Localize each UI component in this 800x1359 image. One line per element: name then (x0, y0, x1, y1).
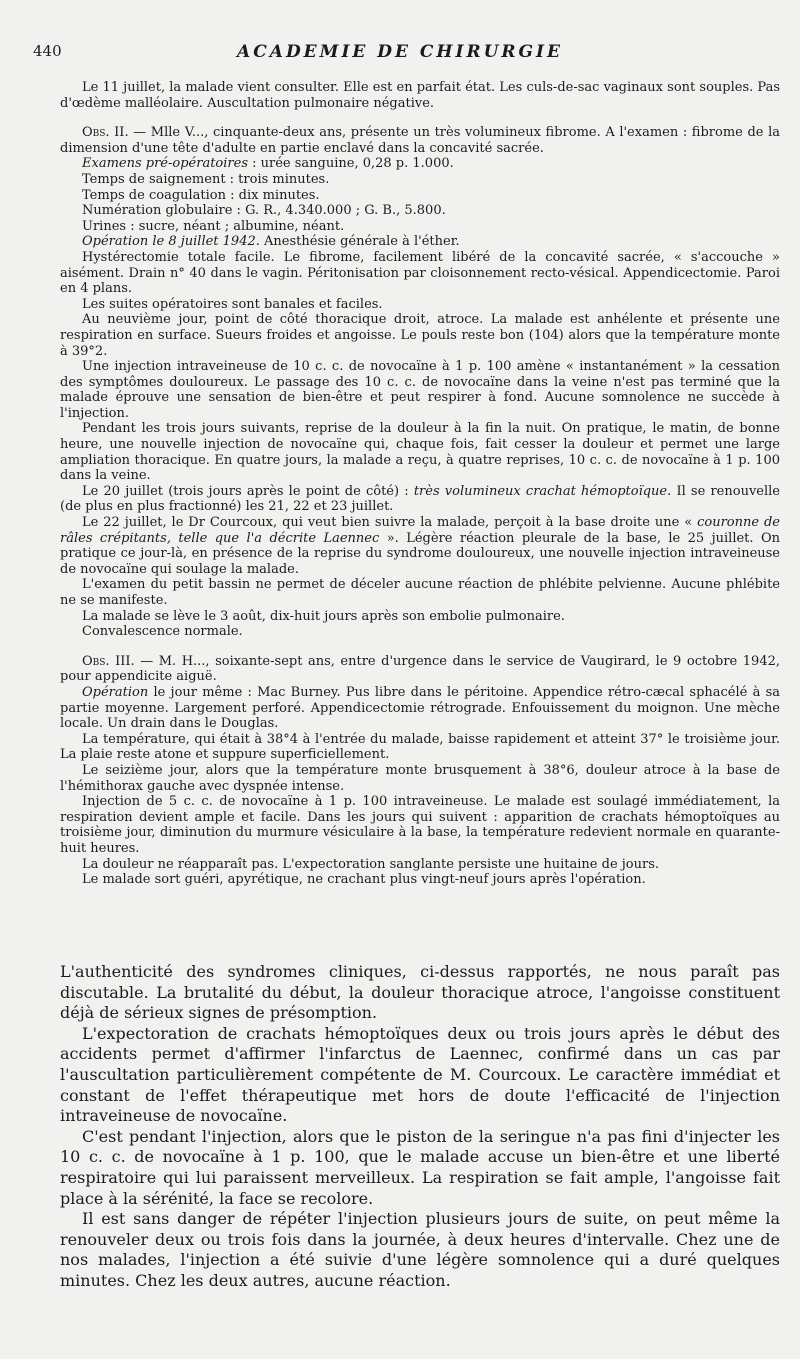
obs2-operation (60, 234, 780, 250)
discussion-paragraph: C'est pendant l'injection, alors que le piston de la seringue n'a pas fini d'injecter les 10 c. c. de novocaïne à 1 p. 100, que le malade accuse un bien-être et une liberté respiratoire qui lui paraissent merveilleux. La respiration se fait ample, l'angoisse fait place à la sérénité, la face se recolore. (60, 1126, 780, 1208)
obs2-line: Temps de coagulation : dix minutes. (82, 187, 320, 203)
text-run: ». Légère réaction pleurale de la base, le 25 juillet. On pratique ce jour-là, en présence de la reprise du syndrome douloureux, une nouvelle injection intraveineuse de novocaïne qui soulage la malade. (60, 530, 780, 577)
discussion (60, 962, 780, 1292)
obs3-intro-text: — M. H..., soixante-sept ans, entre d'urgence dans le service de Vaugirard, le 9 octobre 1942, pour appendicite aiguë. (60, 653, 781, 685)
obs3-label: Obs. III. (82, 653, 135, 669)
obs2-paragraph: Les suites opératoires sont banales et faciles. (82, 296, 383, 312)
obs3-op-label: Opération (82, 684, 149, 700)
obs2-paragraph: Une injection intraveineuse de 10 c. c. de novocaïne à 1 p. 100 amène « instantanément » la cessation des symptômes douloureux. Le passage des 10 c. c. de novocaïne dans la veine n'est pas terminé que la malade éprouve une sensation de bien-être et peut respirer à fond. Aucune somnolence ne succède à l'injection. (60, 359, 780, 421)
page-number: 440 (33, 42, 62, 60)
obs3-paragraph: Le malade sort guéri, apyrétique, ne crachant plus vingt-neuf jours après l'opération. (82, 872, 646, 888)
obs2-line: Urines : sucre, néant ; albumine, néant. (82, 218, 345, 234)
obs2-exams (60, 156, 780, 172)
obs2-paragraph-july22 (60, 515, 780, 577)
obs2-line: Numération globulaire : G. R., 4.340.000 ; G. B., 5.800. (82, 203, 446, 219)
obs2-label: Obs. II. (82, 125, 129, 141)
text-run-italic: couronne de râles crépitants, telle que l'a décrite Laennec (60, 515, 780, 546)
obs2-op-text: Anesthésie générale à l'éther. (259, 234, 460, 250)
obs2-exam-label: Examens pré-opératoires (82, 156, 248, 172)
obs2-paragraph: Hystérectomie totale facile. Le fibrome, facilement libéré de la concavité sacrée, « s'accouche » aisément. Drain n° 40 dans le vagin. Péritonisation par cloisonnement recto-vésical. Appendicectomie. Paroi en 4 plans. (60, 249, 780, 297)
obs2-paragraph: Pendant les trois jours suivants, reprise de la douleur à la fin la nuit. On pratique, le matin, de bonne heure, une nouvelle injection de novocaïne qui, chaque fois, fait cesser la douleur et permet une large ampliation thoracique. En quatre jours, la malade a reçu, à quatre reprises, 10 c. c. de novocaïne à 1 p. 100 dans la veine. (60, 421, 780, 484)
obs2-intro-text: — Mlle V..., cinquante-deux ans, présente un très volumineux fibrome. A l'examen : fibrome de la dimension d'une tête d'adulte en partie enclavé dans la concavité sacrée. (60, 125, 780, 156)
discussion-paragraph: L'authenticité des syndromes cliniques, ci-dessus rapportés, ne nous paraît pas discutable. La brutalité du début, la douleur thoracique atroce, l'angoisse constituent déjà de sérieux signes de présomption. (60, 962, 780, 1023)
obs2-exam-text: : urée sanguine, 0,28 p. 1.000. (248, 156, 454, 172)
obs2-paragraph: L'examen du petit bassin ne permet de déceler aucune réaction de phlébite pelvienne. Aucune phlébite ne se manifeste. (60, 577, 780, 608)
obs2-line: Temps de saignement : trois minutes. (82, 171, 330, 187)
text-run-italic: très volumineux crachat hémoptoïque. (413, 483, 672, 499)
obs3-intro (60, 654, 780, 685)
discussion-paragraph: Il est sans danger de répéter l'injection plusieurs jours de suite, on peut même la renouveler deux ou trois fois dans la journée, à deux heures d'intervalle. Chez une de nos malades, l'injection a été suivie d'une légère somnolence qui a duré quelques minutes. Chez les deux autres, aucune réaction. (60, 1209, 780, 1290)
obs3-paragraph: La douleur ne réapparaît pas. L'expectoration sanglante persiste une huitaine de jours. (82, 856, 660, 872)
obs2-paragraph-july20 (60, 484, 780, 515)
obs2-intro (60, 125, 780, 156)
obs3-op-text: le jour même : Mac Burney. Pus libre dans le péritoine. Appendice rétro-cæcal sphacélé à sa partie moyenne. Largement perforé. Appendicectomie rétrograde. Enfouissement du moignon. Une mèche locale. Un drain dans le Douglas. (60, 684, 780, 732)
obs3-operation (60, 685, 780, 732)
obs3-paragraph: La température, qui était à 38°4 à l'entrée du malade, baisse rapidement et atteint 37° le troisième jour. La plaie reste atone et suppure superficiellement. (60, 731, 780, 763)
obs2-paragraph: La malade se lève le 3 août, dix-huit jours après son embolie pulmonaire. (82, 608, 565, 624)
text-run: Le 22 juillet, le Dr Courcoux, qui veut bien suivre la malade, perçoit à la base droite une « (82, 515, 698, 531)
obs3-paragraph: Le seizième jour, alors que la température monte brusquement à 38°6, douleur atroce à la base de l'hémithorax gauche avec dyspnée intense. (60, 762, 780, 794)
obs2-paragraph: Au neuvième jour, point de côté thoracique droit, atroce. La malade est anhélente et présente une respiration en surface. Sueurs froides et angoisse. Le pouls reste bon (104) alors que la température monte à 39°2. (60, 312, 780, 359)
obs3-paragraph: Injection de 5 c. c. de novocaïne à 1 p. 100 intraveineuse. Le malade est soulagé immédiatement, la respiration devient ample et facile. Dans les jours qui suivent : apparition de crachats hémoptoïques au troisième jour, diminution du murmure vésiculaire à la base, la température redevient normale en quarante-huit heures. (60, 794, 780, 856)
text-run: Le 20 juillet (trois jours après le point de côté) : (82, 483, 414, 499)
discussion-paragraph: L'expectoration de crachats hémoptoïques deux ou trois jours après le début des accidents permet d'affirmer l'infarctus de Laennec, confirmé dans un cas par l'auscultation particulièrement compétente de M. Courcoux. Le caractère immédiat et constant de l'effet thérapeutique met hors de doute l'efficacité de l'injection intraveineuse de novocaïne. (60, 1023, 780, 1126)
text-run: Il se renouvelle (de plus en plus fractionné) les 21, 22 et 23 juillet. (60, 483, 780, 515)
case-reports (60, 80, 780, 888)
running-head: ACADEMIE DE CHIRURGIE (237, 42, 563, 62)
page-header (33, 42, 767, 64)
obs2-paragraph: Convalescence normale. (82, 624, 243, 640)
obs1-conclusion: Le 11 juillet, la malade vient consulter. Elle est en parfait état. Les culs-de-sac vaginaux sont souples. Pas d'œdème malléolaire. Auscultation pulmonaire négative. (60, 80, 780, 111)
obs2-op-label: Opération le 8 juillet 1942. (82, 234, 260, 250)
